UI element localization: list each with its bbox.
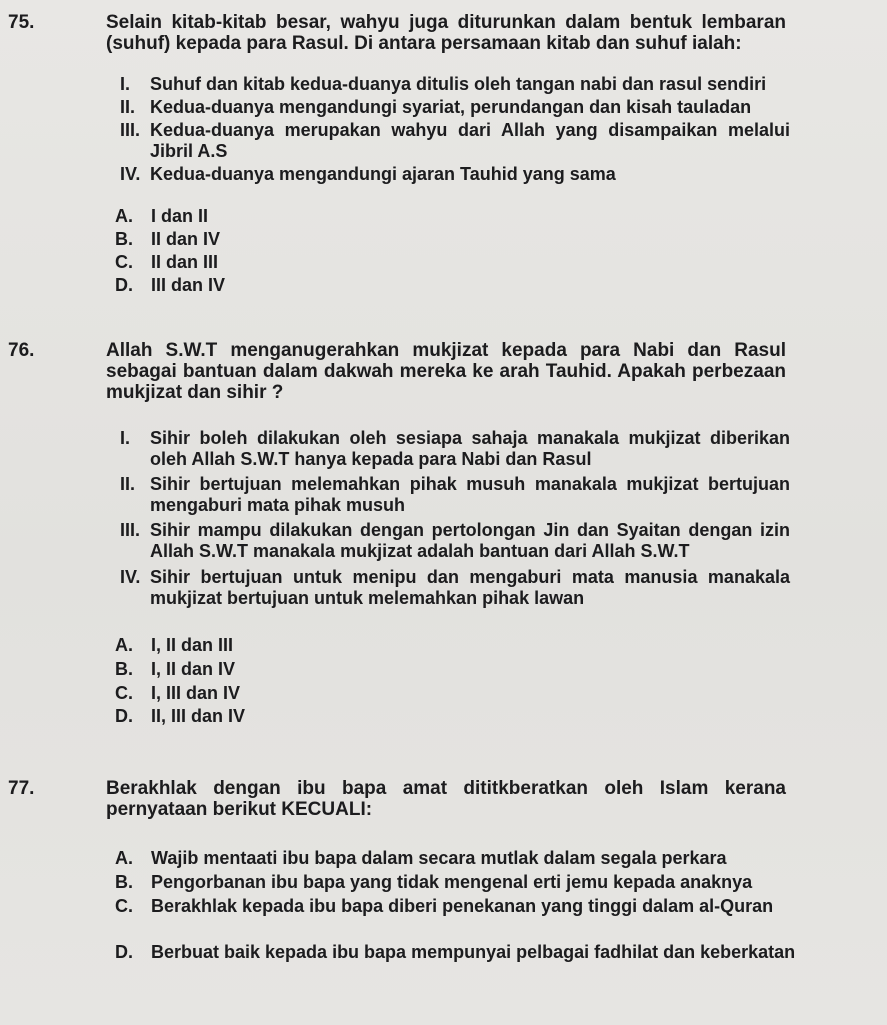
statement-item bbox=[120, 520, 790, 562]
option-letter: B. bbox=[115, 659, 133, 679]
option-letter: D. bbox=[115, 942, 133, 962]
question-text: Berakhlak dengan ibu bapa amat dititkberatkan oleh Islam kerana pernyataan berikut KECUALI: bbox=[106, 778, 786, 820]
statement-roman: III. bbox=[120, 120, 141, 140]
option-letter: C. bbox=[115, 896, 133, 916]
option-text: II dan IV bbox=[151, 229, 221, 249]
option-text: Wajib mentaati ibu bapa dalam secara mutlak dalam segala perkara bbox=[151, 848, 727, 868]
statement-roman: I. bbox=[120, 428, 131, 448]
option-letter: C. bbox=[115, 252, 133, 272]
option-letter: A. bbox=[115, 206, 133, 226]
statement-text: Sihir bertujuan untuk menipu dan mengaburi mata manusia manakala mukjizat bertujuan untuk melemahkan pihak lawan bbox=[150, 567, 790, 608]
statement-roman: IV. bbox=[120, 567, 141, 587]
question-text: Selain kitab-kitab besar, wahyu juga diturunkan dalam bentuk lembaran (suhuf) kepada para Rasul. Di antara persamaan kitab dan suhuf ialah: bbox=[106, 12, 786, 54]
option-text: Pengorbanan ibu bapa yang tidak mengenal erti jemu kepada anaknya bbox=[151, 872, 753, 892]
statement-item bbox=[120, 428, 790, 470]
answer-option[interactable] bbox=[115, 706, 805, 727]
answer-option[interactable] bbox=[115, 942, 805, 963]
question-number: 76. bbox=[8, 340, 35, 361]
statement-text: Sihir mampu dilakukan dengan pertolongan Jin dan Syaitan dengan izin Allah S.W.T manakala mukjizat adalah bantuan dari Allah S.W.T bbox=[150, 520, 790, 561]
statement-text: Suhuf dan kitab kedua-duanya ditulis oleh tangan nabi dan rasul sendiri bbox=[150, 74, 767, 94]
answer-option[interactable] bbox=[115, 896, 805, 917]
answer-option[interactable] bbox=[115, 229, 805, 250]
statement-text: Sihir bertujuan melemahkan pihak musuh manakala mukjizat bertujuan mengaburi mata pihak musuh bbox=[150, 474, 790, 515]
statement-roman: IV. bbox=[120, 164, 141, 184]
statement-text: Kedua-duanya mengandungi syariat, perundangan dan kisah tauladan bbox=[150, 97, 752, 117]
answer-option[interactable] bbox=[115, 872, 805, 893]
option-text: Berbuat baik kepada ibu bapa mempunyai pelbagai fadhilat dan keberkatan bbox=[151, 942, 796, 962]
answer-option[interactable] bbox=[115, 848, 805, 869]
answer-option[interactable] bbox=[115, 683, 805, 704]
statement-text: Kedua-duanya mengandungi ajaran Tauhid yang sama bbox=[150, 164, 616, 184]
statement-roman: II. bbox=[120, 474, 136, 494]
question-text: Allah S.W.T menganugerahkan mukjizat kepada para Nabi dan Rasul sebagai bantuan dalam dakwah mereka ke arah Tauhid. Apakah perbezaan mukjizat dan sihir ? bbox=[106, 340, 786, 403]
option-text: III dan IV bbox=[151, 275, 226, 295]
option-letter: D. bbox=[115, 706, 133, 726]
statement-roman: II. bbox=[120, 97, 136, 117]
option-text: I dan II bbox=[151, 206, 209, 226]
answer-option[interactable] bbox=[115, 252, 805, 273]
statement-item bbox=[120, 120, 790, 162]
option-text: II, III dan IV bbox=[151, 706, 246, 726]
statement-roman: III. bbox=[120, 520, 141, 540]
statement-text: Kedua-duanya merupakan wahyu dari Allah yang disampaikan melalui Jibril A.S bbox=[150, 120, 790, 161]
statement-item bbox=[120, 97, 790, 118]
statement-item bbox=[120, 474, 790, 516]
option-letter: D. bbox=[115, 275, 133, 295]
option-letter: B. bbox=[115, 229, 133, 249]
answer-option[interactable] bbox=[115, 659, 805, 680]
statement-roman: I. bbox=[120, 74, 131, 94]
statement-item bbox=[120, 567, 790, 609]
statement-text: Sihir boleh dilakukan oleh sesiapa sahaja manakala mukjizat diberikan oleh Allah S.W.T hanya kepada para Nabi dan Rasul bbox=[150, 428, 790, 469]
option-text: I, II dan IV bbox=[151, 659, 236, 679]
option-letter: A. bbox=[115, 848, 133, 868]
option-text: II dan III bbox=[151, 252, 219, 272]
option-letter: A. bbox=[115, 635, 133, 655]
statement-item bbox=[120, 74, 790, 95]
answer-option[interactable] bbox=[115, 635, 805, 656]
option-letter: C. bbox=[115, 683, 133, 703]
question-number: 75. bbox=[8, 12, 35, 33]
statement-item bbox=[120, 164, 790, 185]
option-text: Berakhlak kepada ibu bapa diberi penekanan yang tinggi dalam al-Quran bbox=[151, 896, 774, 916]
option-letter: B. bbox=[115, 872, 133, 892]
option-text: I, III dan IV bbox=[151, 683, 241, 703]
question-number: 77. bbox=[8, 778, 35, 799]
answer-option[interactable] bbox=[115, 275, 805, 296]
option-text: I, II dan III bbox=[151, 635, 234, 655]
answer-option[interactable] bbox=[115, 206, 805, 227]
